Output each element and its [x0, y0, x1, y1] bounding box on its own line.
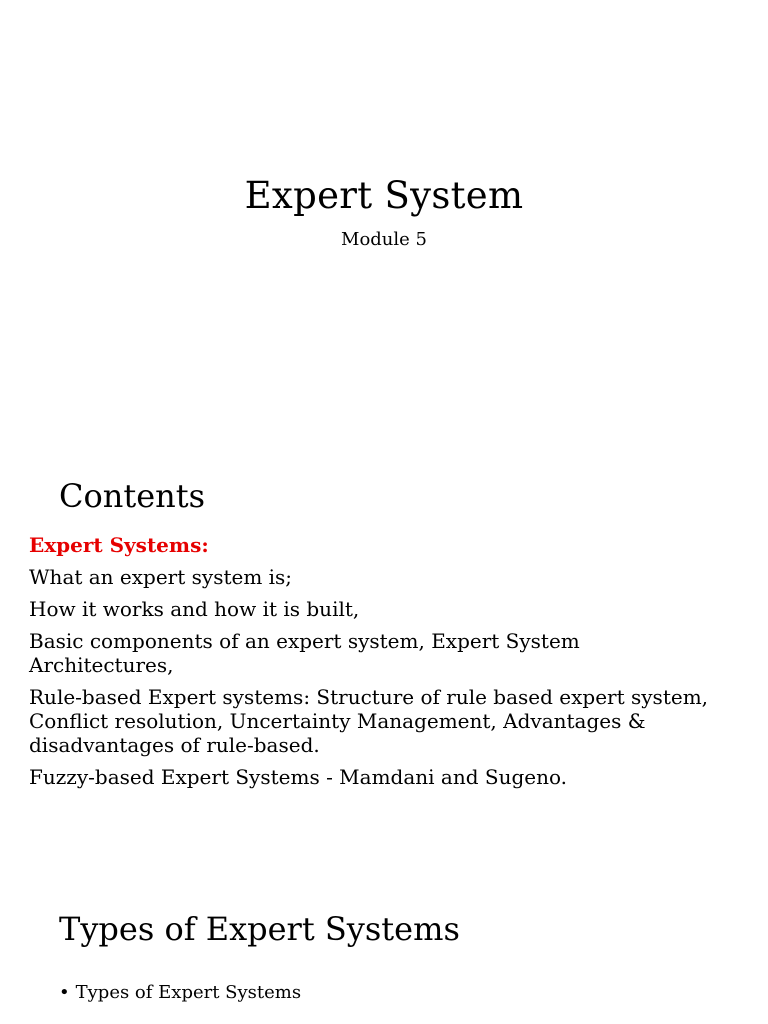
contents-item: Rule-based Expert systems: Structure of rule based expert system, Conflict resolution, Uncertainty Management, Advantages & disadvantages of rule-based. — [29, 685, 709, 757]
contents-heading: Contents — [59, 477, 206, 515]
types-slide — [0, 864, 768, 1024]
types-heading: Types of Expert Systems — [59, 910, 460, 948]
bullet-item — [59, 981, 301, 1005]
contents-slide — [0, 432, 768, 864]
bullet-dot-icon: • — [59, 982, 70, 1003]
contents-item: What an expert system is; — [29, 565, 293, 589]
contents-list — [29, 533, 729, 797]
contents-section-label: Expert Systems: — [29, 533, 209, 557]
bullet-text: Types of Expert Systems — [75, 982, 302, 1003]
contents-item: Basic components of an expert system, Expert System Architectures, — [29, 629, 580, 677]
contents-item: How it works and how it is built, — [29, 597, 360, 621]
slide-title: Expert System — [244, 174, 524, 217]
slide-subtitle: Module 5 — [341, 229, 427, 250]
title-slide — [0, 0, 768, 432]
contents-item: Fuzzy-based Expert Systems - Mamdani and Sugeno. — [29, 765, 568, 789]
types-bullet-list — [59, 981, 301, 1005]
